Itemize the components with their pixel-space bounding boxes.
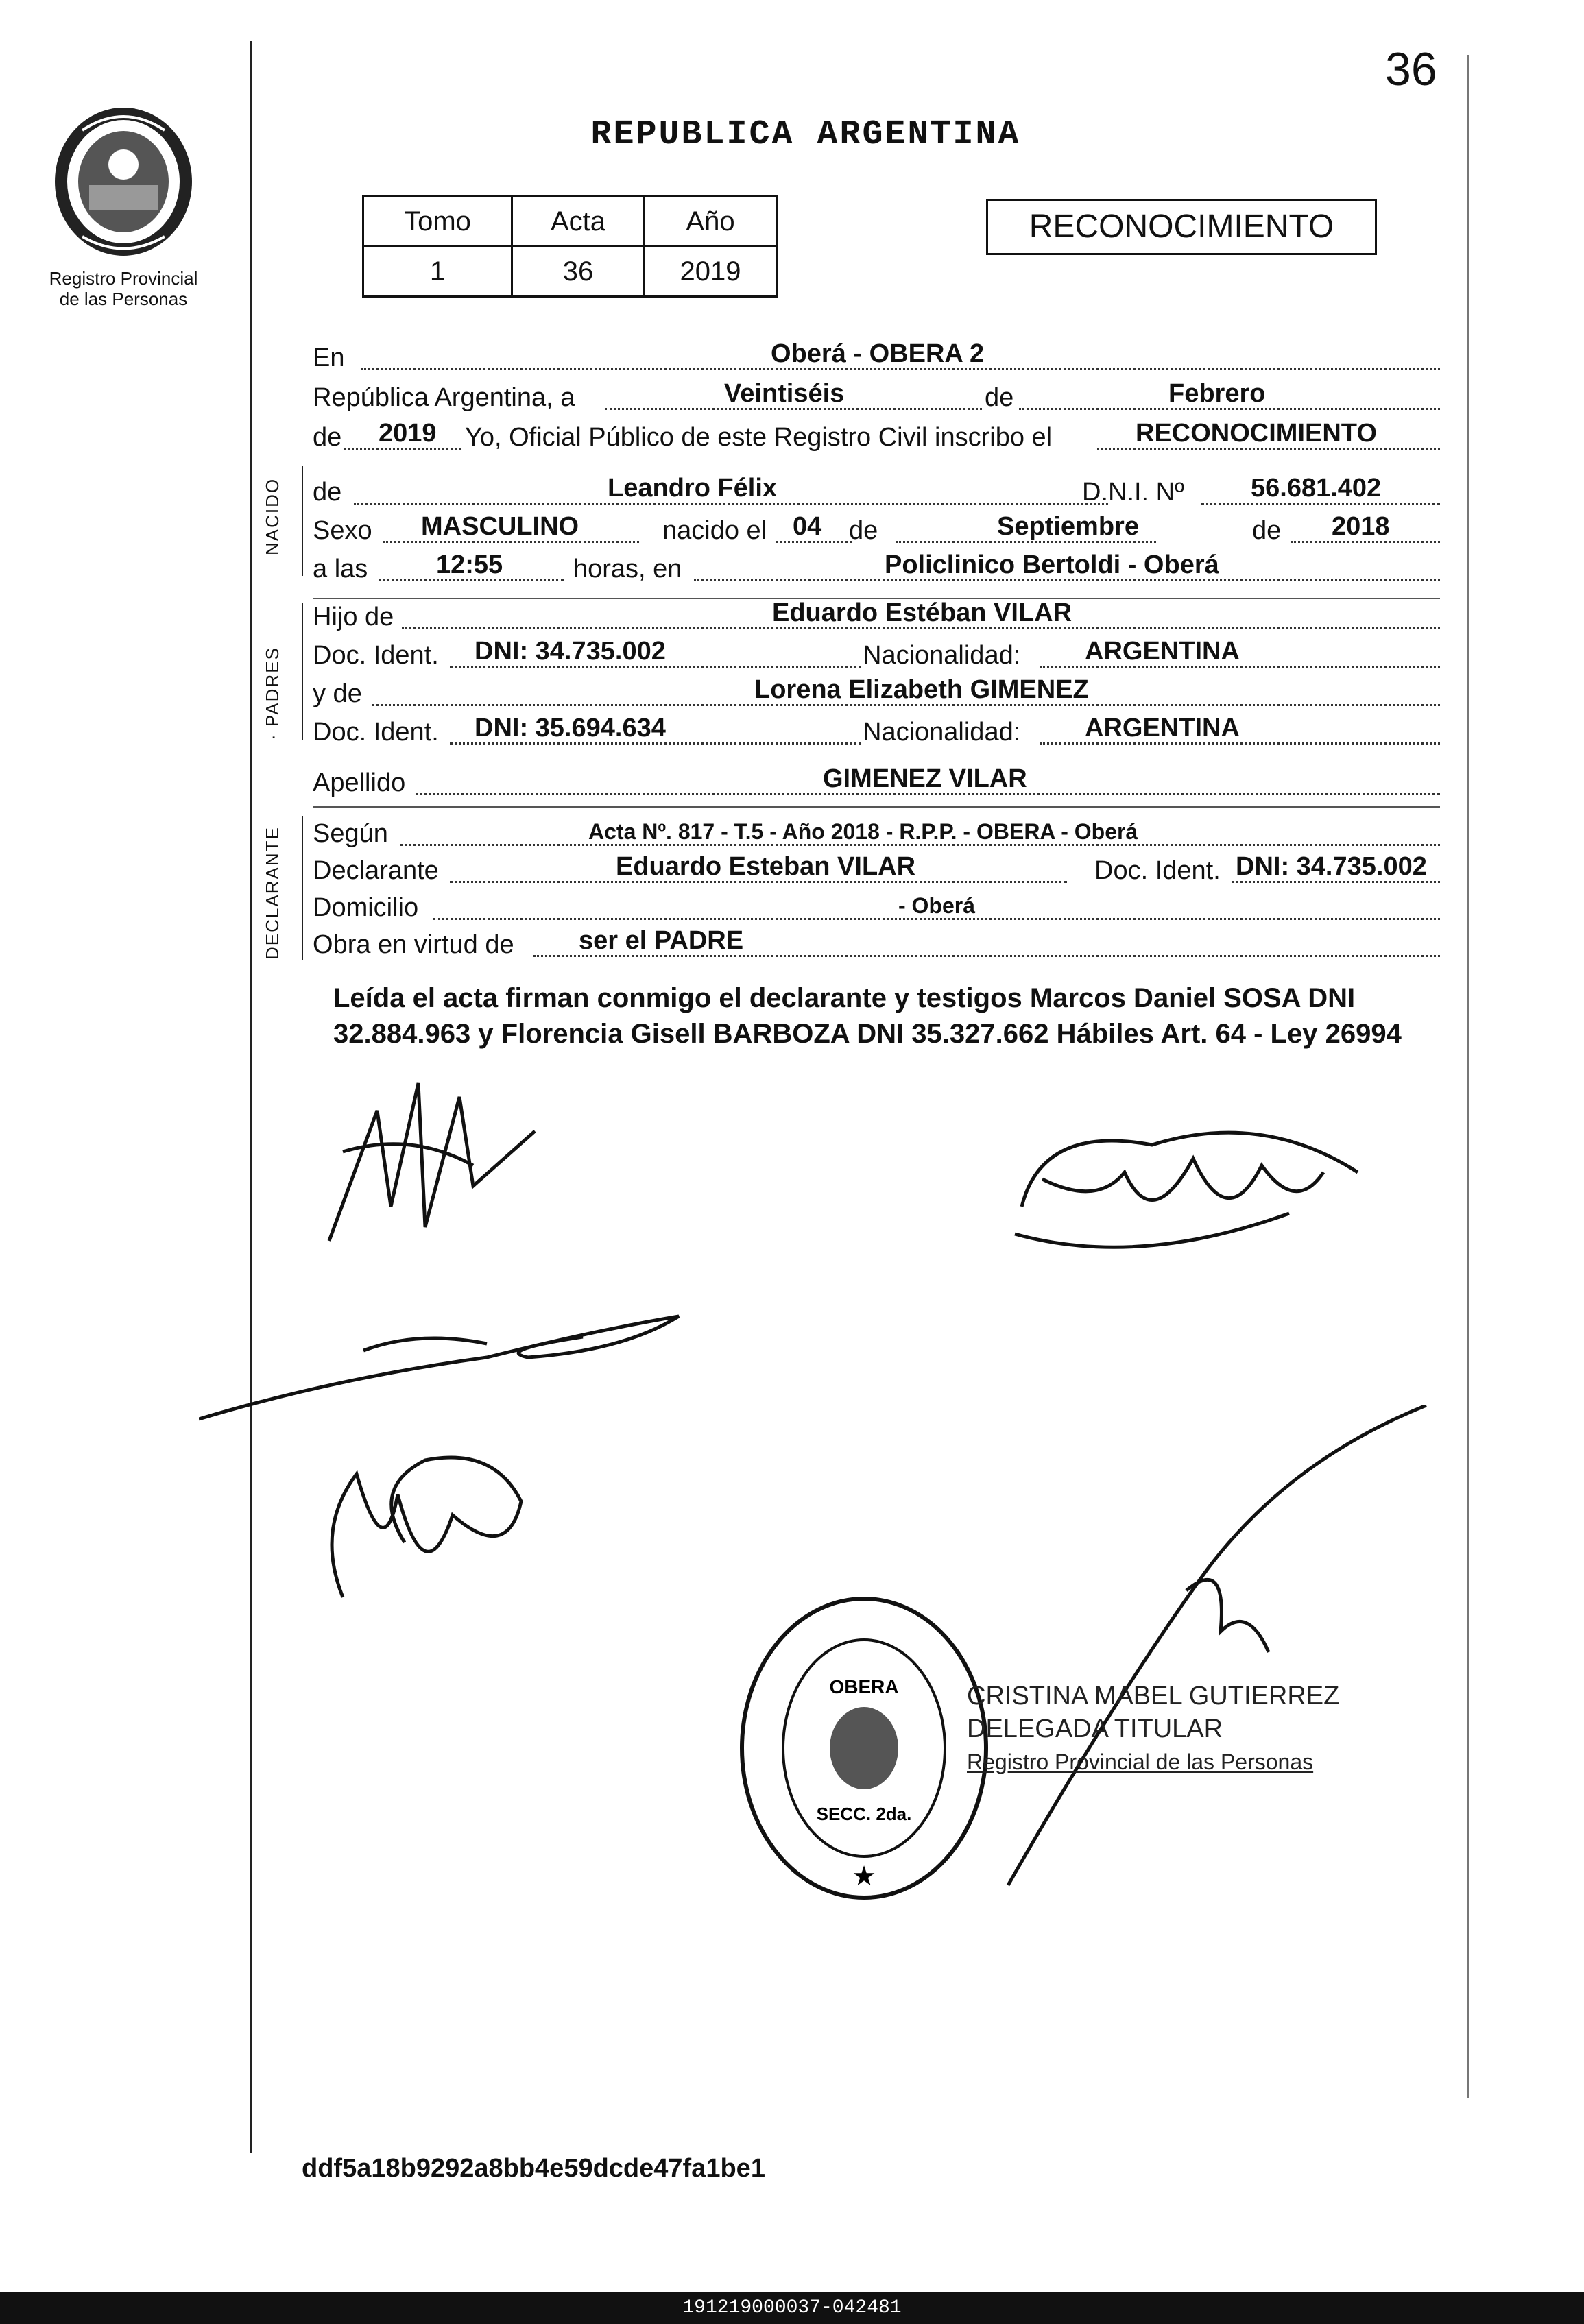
en-label: En <box>313 343 345 372</box>
logo-caption: Registro Provincial de las Personas <box>49 268 198 309</box>
declarante-name: Eduardo Esteban VILAR <box>616 852 916 881</box>
mother-nationality: ARGENTINA <box>1085 714 1240 742</box>
horas-label: horas, en <box>573 555 682 583</box>
section-label-nacido: NACIDO <box>262 477 283 555</box>
apellido-label: Apellido <box>313 768 406 797</box>
row-declarante <box>313 850 1440 891</box>
signature-2-icon <box>1001 1097 1413 1268</box>
sexo-label: Sexo <box>313 516 372 545</box>
signature-3-icon <box>199 1303 693 1426</box>
mother-name: Lorena Elizabeth GIMENEZ <box>754 675 1089 704</box>
page-number: 36 <box>1385 43 1437 95</box>
birth-year: 2018 <box>1332 512 1390 541</box>
segun-value: Acta Nº. 817 - T.5 - Año 2018 - R.P.P. - OBERA - Oberá <box>588 819 1138 844</box>
domicilio-value: - Oberá <box>898 893 976 918</box>
official-seal-icon <box>734 1590 994 1906</box>
section-label-declarante: DECLARANTE <box>262 826 283 960</box>
doc-label: Doc. Ident. <box>313 718 439 747</box>
col-tomo: Tomo <box>363 197 512 247</box>
right-margin-line <box>1467 55 1469 2098</box>
seal-inner-text: OBERA <box>829 1676 899 1697</box>
seal-inner-text: SECC. 2da. <box>816 1804 912 1824</box>
page-title: REPUBLICA ARGENTINA <box>590 115 1021 154</box>
de-label: de <box>849 516 878 545</box>
registry-header-row <box>363 197 777 247</box>
doc-label: Doc. Ident. <box>313 641 439 670</box>
nacionalidad-label: Nacionalidad: <box>863 718 1021 747</box>
row-hijo <box>313 596 1440 638</box>
nacido-label: nacido el <box>662 516 767 545</box>
de-label: de <box>313 478 342 507</box>
father-name: Eduardo Estéban VILAR <box>772 598 1072 627</box>
row-segun <box>313 813 1440 854</box>
obra-label: Obra en virtud de <box>313 930 514 959</box>
registry-table <box>362 195 778 298</box>
anio-value: 2019 <box>645 247 777 297</box>
apellido-value: GIMENEZ VILAR <box>823 764 1027 793</box>
col-anio: Año <box>645 197 777 247</box>
act-type-value: RECONOCIMIENTO <box>1136 419 1377 448</box>
row-nacido-sexo <box>313 510 1440 551</box>
domicilio-label: Domicilio <box>313 893 419 922</box>
seal-star-icon: ★ <box>852 1861 876 1891</box>
row-obra <box>313 924 1440 965</box>
row-year <box>313 417 1440 458</box>
tomo-value: 1 <box>363 247 512 297</box>
row-en <box>313 337 1440 378</box>
obra-value: ser el PADRE <box>579 926 744 955</box>
row-apellido <box>313 762 1440 803</box>
father-nationality: ARGENTINA <box>1085 637 1240 666</box>
official-office: Registro Provincial de las Personas <box>967 1750 1314 1774</box>
sexo-value: MASCULINO <box>421 512 579 541</box>
row-republica <box>313 377 1440 418</box>
col-acta: Acta <box>512 197 645 247</box>
closing-statement: Leída el acta firman conmigo el declarante y testigos Marcos Daniel SOSA DNI 32.884.963 y Florencia Gisell BARBOZA DNI 35.327.662 Hábiles Art. 64 - Ley 26994 <box>333 983 1402 1049</box>
hijo-label: Hijo de <box>313 603 394 631</box>
row-yde <box>313 673 1440 714</box>
document-hash: ddf5a18b9292a8bb4e59dcde47fa1be1 <box>302 2154 765 2183</box>
signature-5-icon <box>981 1405 1461 1899</box>
day-value: Veintiséis <box>724 379 845 408</box>
section-bracket <box>302 816 303 960</box>
section-bracket <box>302 466 303 576</box>
nacionalidad-label: Nacionalidad: <box>863 641 1021 670</box>
acta-value: 36 <box>512 247 645 297</box>
section-divider <box>313 806 1440 808</box>
official-stamp <box>967 1680 1339 1778</box>
declarante-doc: DNI: 34.735.002 <box>1236 852 1427 881</box>
official-role: DELEGADA TITULAR <box>967 1715 1223 1743</box>
month-value: Febrero <box>1168 379 1266 408</box>
doc-label: Doc. Ident. <box>1094 856 1221 885</box>
child-dni: 56.681.402 <box>1251 474 1382 503</box>
signature-4-icon <box>302 1433 535 1611</box>
section-label-padres: · PADRES <box>262 646 283 740</box>
birth-month: Septiembre <box>997 512 1139 541</box>
yde-label: y de <box>313 679 362 708</box>
child-name: Leandro Félix <box>608 474 778 503</box>
official-name: CRISTINA MABEL GUTIERREZ <box>967 1682 1340 1710</box>
declarante-label: Declarante <box>313 856 439 885</box>
row-nacido-hora <box>313 548 1440 590</box>
birth-time: 12:55 <box>436 550 503 579</box>
republica-label: República Argentina, a <box>313 383 575 412</box>
en-value: Oberá - OBERA 2 <box>771 339 985 368</box>
row-father-doc <box>313 635 1440 676</box>
registry-value-row <box>363 247 777 297</box>
row-nacido-name <box>313 472 1440 513</box>
de-label: de <box>985 383 1014 412</box>
signature-1-icon <box>302 1069 549 1248</box>
year-value: 2019 <box>379 419 437 448</box>
yo-text: Yo, Oficial Público de este Registro Civil inscribo el <box>465 423 1053 452</box>
section-bracket <box>302 603 303 740</box>
mother-doc: DNI: 35.694.634 <box>475 714 666 742</box>
birth-place: Policlinico Bertoldi - Oberá <box>885 550 1219 579</box>
dni-label: D.N.I. Nº <box>1082 478 1184 507</box>
de-label: de <box>313 423 342 452</box>
row-domicilio <box>313 887 1440 928</box>
de-label: de <box>1252 516 1282 545</box>
birth-day: 04 <box>793 512 822 541</box>
segun-label: Según <box>313 819 388 848</box>
left-margin-line <box>250 41 252 2153</box>
father-doc: DNI: 34.735.002 <box>475 637 666 666</box>
alas-label: a las <box>313 555 368 583</box>
footer-id: 191219000037-042481 <box>0 2292 1584 2324</box>
row-mother-doc <box>313 712 1440 753</box>
act-type-box: RECONOCIMIENTO <box>986 199 1377 255</box>
